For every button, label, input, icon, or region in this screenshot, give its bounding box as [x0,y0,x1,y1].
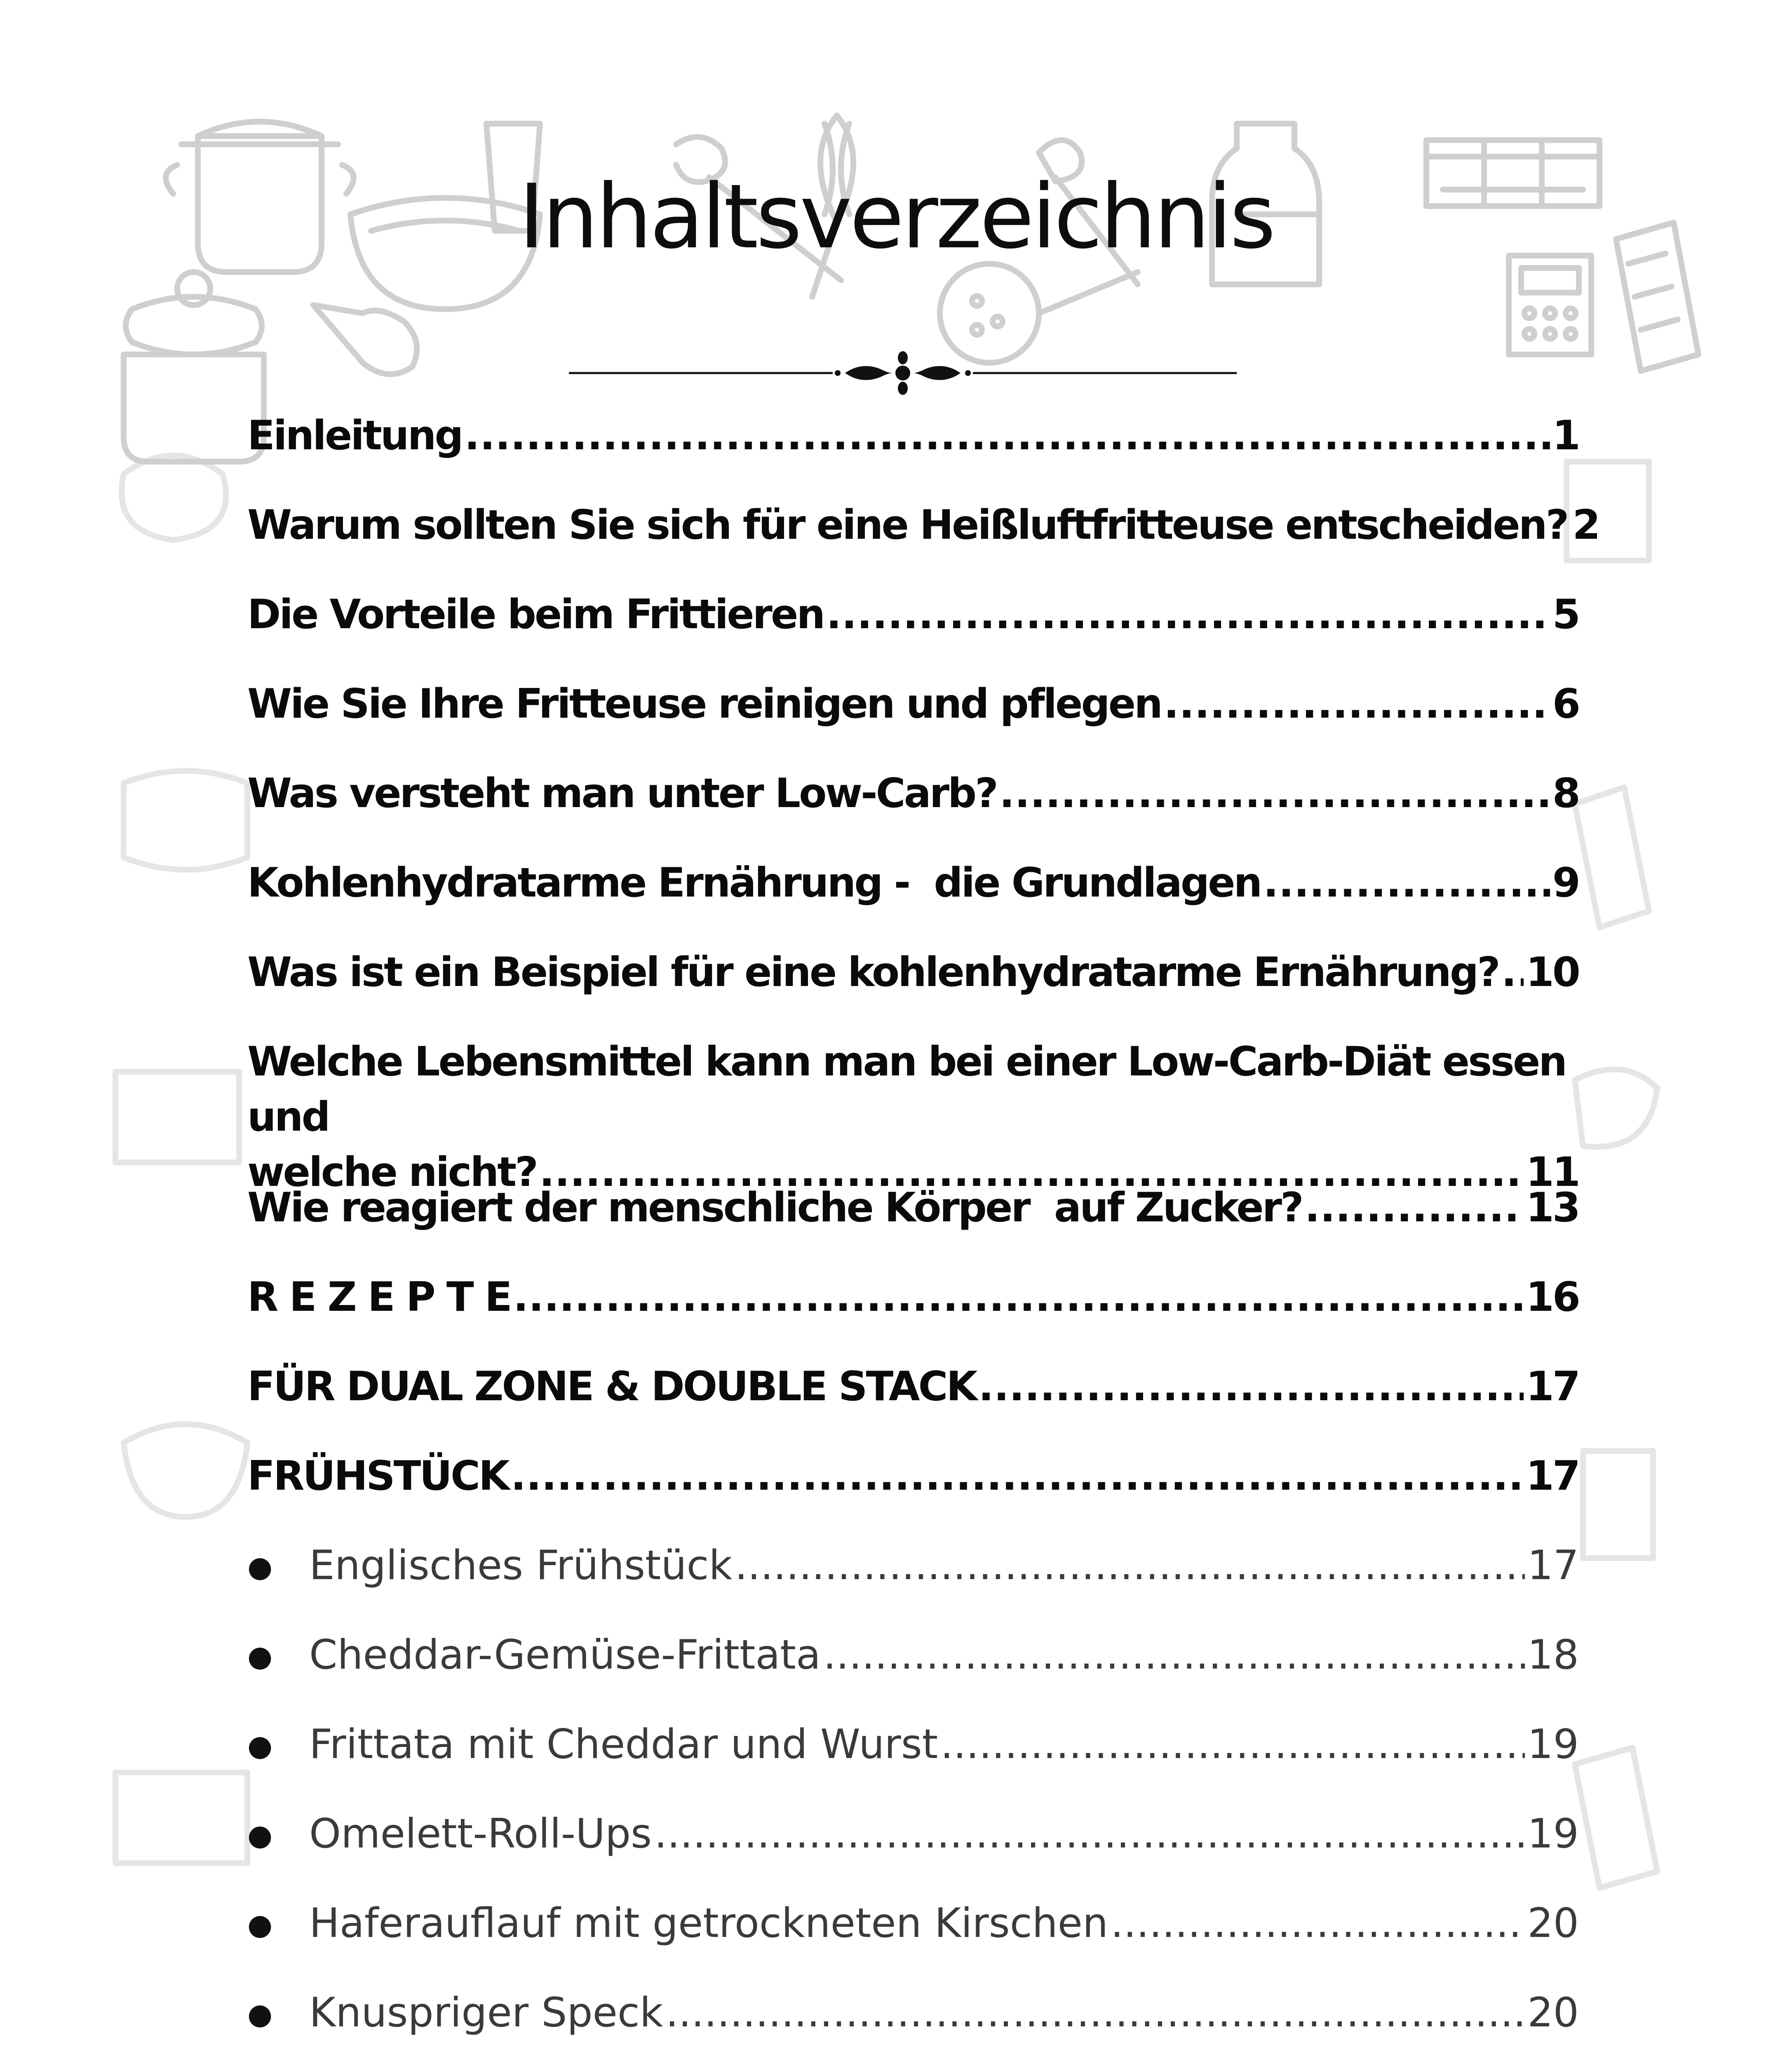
dot-leader [1263,855,1550,911]
toc-entry-label: Die Vorteile beim Frittieren [247,591,824,638]
toc-entry-label: Frittata mit Cheddar und Wurst [309,1721,938,1768]
table-of-contents [247,0,1599,2061]
dot-leader [1305,1180,1524,1235]
toc-entry-page: 20 [1527,1989,1579,2036]
toc-entry-label: Omelett-Roll-Ups [309,1810,652,1857]
toc-subentry[interactable] [247,1627,1579,1686]
dot-leader [1111,1896,1525,1951]
bullet-icon: ● [247,1639,273,1673]
dot-leader [465,408,1550,463]
toc-entry[interactable] [247,587,1579,642]
toc-entry-label-continued: welche nicht? [247,1149,537,1196]
toc-entry-label: FRÜHSTÜCK [247,1453,508,1500]
toc-entry-page: 5 [1552,591,1579,638]
toc-entry-page: 9 [1552,859,1579,906]
dot-leader [940,1717,1525,1772]
toc-entry-label: R E Z E P T E [247,1274,511,1321]
toc-entry[interactable] [247,498,1599,553]
toc-entry-label: Cheddar-Gemüse-Frittata [309,1631,821,1678]
toc-entry-label: FÜR DUAL ZONE & DOUBLE STACK [247,1363,976,1410]
toc-entry-label: Was ist ein Beispiel für eine kohlenhydratarme Ernährung? [247,949,1499,996]
dot-leader [1164,676,1550,732]
dot-leader [513,1270,1524,1325]
dot-leader [654,1806,1525,1861]
toc-entry[interactable] [247,408,1579,463]
toc-entry-page: 17 [1527,1542,1579,1589]
dot-leader [978,1359,1523,1414]
toc-entry-page: 8 [1552,770,1579,817]
bullet-icon: ● [247,1729,273,1763]
lidded-pot-icon [124,272,264,462]
toc-entry[interactable] [247,1448,1579,1504]
dot-leader [826,587,1550,642]
toc-entry-page: 11 [1526,1149,1579,1196]
toc-entry[interactable] [247,1034,1579,1200]
toc-entry[interactable] [247,1359,1579,1414]
toc-entry-page: 19 [1527,1721,1579,1768]
toc-entry-page: 1 [1552,412,1579,459]
toc-subentry[interactable] [247,1717,1579,1776]
toc-entry-page: 2 [1572,502,1599,549]
toc-subentry[interactable] [247,1806,1579,1865]
toc-entry-page: 20 [1527,1900,1579,1947]
toc-subentry[interactable] [247,1985,1579,2044]
bullet-icon: ● [247,1908,273,1941]
toc-entry[interactable] [247,1270,1579,1325]
toc-entry-page: 13 [1526,1184,1579,1231]
toc-entry-page: 18 [1527,1631,1579,1678]
toc-entry[interactable] [247,1180,1579,1235]
toc-entry[interactable] [247,676,1579,732]
toc-entry-label: Kohlenhydratarme Ernährung - die Grundlagen [247,859,1261,906]
toc-entry[interactable] [247,945,1579,1000]
toc-subentry[interactable] [247,1538,1579,1597]
bullet-icon: ● [247,1550,273,1584]
toc-entry-page: 6 [1552,681,1579,728]
toc-entry-label: Wie Sie Ihre Fritteuse reinigen und pflegen [247,681,1161,728]
toc-entry[interactable] [247,766,1579,821]
page-title: Inhaltsverzeichnis [519,165,1273,268]
toc-entry-label: Englisches Frühstück [309,1542,733,1589]
bullet-icon: ● [247,1818,273,1852]
toc-entry-page: 10 [1526,949,1579,996]
toc-entry-label: Welche Lebensmittel kann man bei einer Low-Carb-Diät essen und [247,1038,1566,1141]
dot-leader [1501,945,1524,1000]
toc-entry-page: 19 [1527,1810,1579,1857]
toc-entry-label: Wie reagiert der menschliche Körper auf Zucker? [247,1184,1302,1231]
bullet-icon: ● [247,1997,273,2031]
toc-entry-label: Einleitung [247,412,462,459]
toc-entry-page: 17 [1526,1453,1579,1500]
dot-leader [999,766,1550,821]
dot-leader [511,1448,1524,1504]
dot-leader [666,1985,1525,2040]
dot-leader [823,1627,1525,1683]
dot-leader [735,1538,1525,1593]
toc-subentry[interactable] [247,1896,1579,1955]
toc-entry-page: 16 [1526,1274,1579,1321]
toc-entry-label: Knuspriger Speck [309,1989,663,2036]
toc-entry-label: Haferauflauf mit getrockneten Kirschen [309,1900,1109,1947]
toc-entry-label: Was versteht man unter Low-Carb? [247,770,997,817]
toc-entry-label: Warum sollten Sie sich für eine Heißluftfritteuse entscheiden? [247,502,1568,549]
toc-entry[interactable] [247,855,1579,911]
toc-entry-page: 17 [1526,1363,1579,1410]
